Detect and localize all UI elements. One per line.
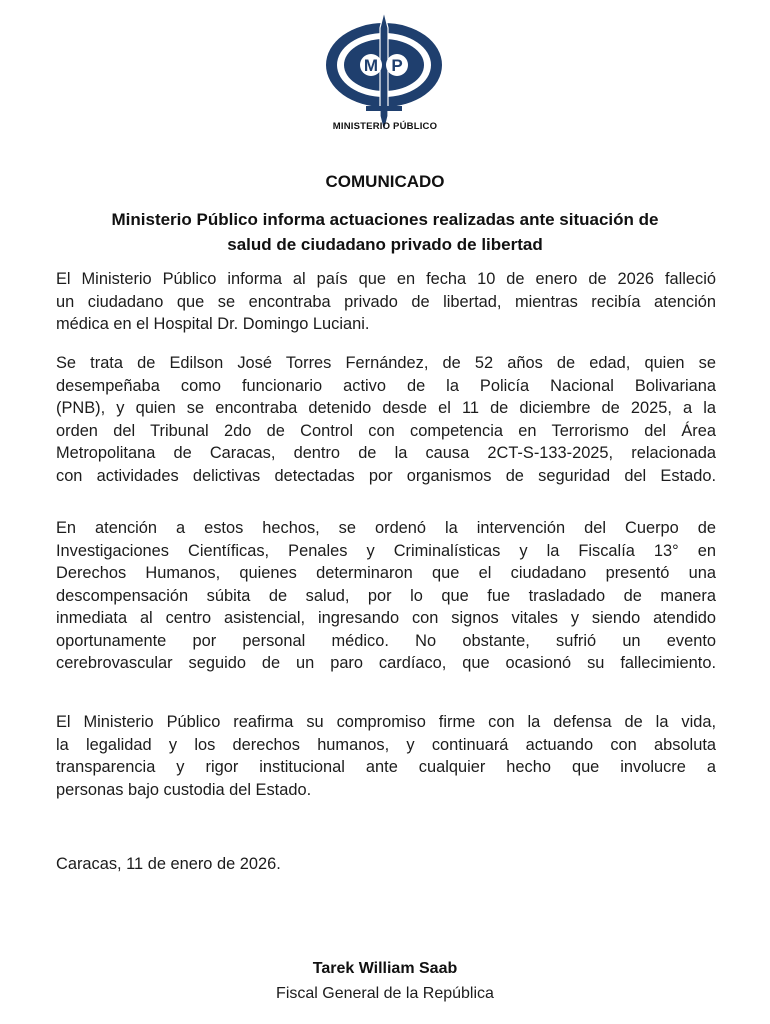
paragraph-line: oportunamente por personal médico. No obstante, sufrió un evento bbox=[56, 631, 716, 650]
paragraph-line: Se trata de Edilson José Torres Fernández, de 52 años de edad, quien se bbox=[56, 354, 716, 372]
paragraph-3 bbox=[56, 517, 716, 675]
paragraph-line: personas bajo custodia del Estado. bbox=[56, 780, 312, 799]
paragraph-line: médica en el Hospital Dr. Domingo Luciani. bbox=[56, 315, 370, 333]
paragraph-2 bbox=[56, 352, 716, 487]
paragraph-line: descompensación súbita de salud, por lo que fue trasladado de manera bbox=[56, 586, 716, 605]
paragraph-line: desempeñaba como funcionario activo de la Policía Nacional Bolivariana bbox=[56, 376, 716, 395]
document-title: COMUNICADO bbox=[325, 172, 445, 191]
paragraph-line: Investigaciones Científicas, Penales y Criminalísticas y la Fiscalía 13° en bbox=[56, 541, 716, 560]
paragraph-line: un ciudadano que se encontraba privado de libertad, mientras recibía atención bbox=[56, 292, 716, 311]
document-subtitle bbox=[60, 207, 710, 257]
paragraph-line: El Ministerio Público informa al país que en fecha 10 de enero de 2026 falleció bbox=[56, 270, 716, 288]
paragraph-line: orden del Tribunal 2do de Control con competencia en Terrorismo del Área bbox=[56, 421, 716, 440]
subtitle-line: salud de ciudadano privado de libertad bbox=[227, 235, 543, 254]
paragraph-line: inmediata al centro asistencial, ingresando con signos vitales y siendo atendido bbox=[56, 609, 716, 627]
paragraph-1 bbox=[56, 268, 716, 336]
logo-caption: MINISTERIO PÚBLICO bbox=[332, 121, 438, 132]
logo-letter-p: P bbox=[391, 56, 403, 75]
signer-name: Tarek William Saab bbox=[312, 960, 458, 977]
paragraph-line: Metropolitana de Caracas, dentro de la causa 2CT-S-133-2025, relacionada bbox=[56, 444, 716, 462]
signer-role: Fiscal General de la República bbox=[276, 985, 494, 1002]
paragraph-line: con actividades delictivas detectadas por organismos de seguridad del Estado. bbox=[56, 466, 716, 485]
dateline: Caracas, 11 de enero de 2026. bbox=[56, 855, 281, 873]
paragraph-line: cerebrovascular seguido de un paro cardíaco, que ocasionó su fallecimiento. bbox=[56, 654, 716, 672]
logo-letter-m: M bbox=[363, 56, 379, 75]
paragraph-line: transparencia y rigor institucional ante cualquier hecho que involucre a bbox=[56, 758, 716, 776]
paragraph-line: Derechos Humanos, quienes determinaron que el ciudadano presentó una bbox=[56, 564, 716, 582]
paragraph-4 bbox=[56, 711, 716, 801]
mp-emblem-icon bbox=[320, 10, 450, 136]
paragraph-line: la legalidad y los derechos humanos, y continuará actuando con absoluta bbox=[56, 735, 716, 754]
subtitle-line: Ministerio Público informa actuaciones realizadas ante situación de bbox=[111, 210, 659, 229]
paragraph-line: En atención a estos hechos, se ordenó la intervención del Cuerpo de bbox=[56, 519, 716, 537]
paragraph-line: (PNB), y quien se encontraba detenido desde el 11 de diciembre de 2025, a la bbox=[56, 399, 716, 417]
paragraph-line: El Ministerio Público reafirma su compromiso firme con la defensa de la vida, bbox=[56, 713, 716, 731]
ministerio-publico-logo bbox=[320, 10, 450, 136]
